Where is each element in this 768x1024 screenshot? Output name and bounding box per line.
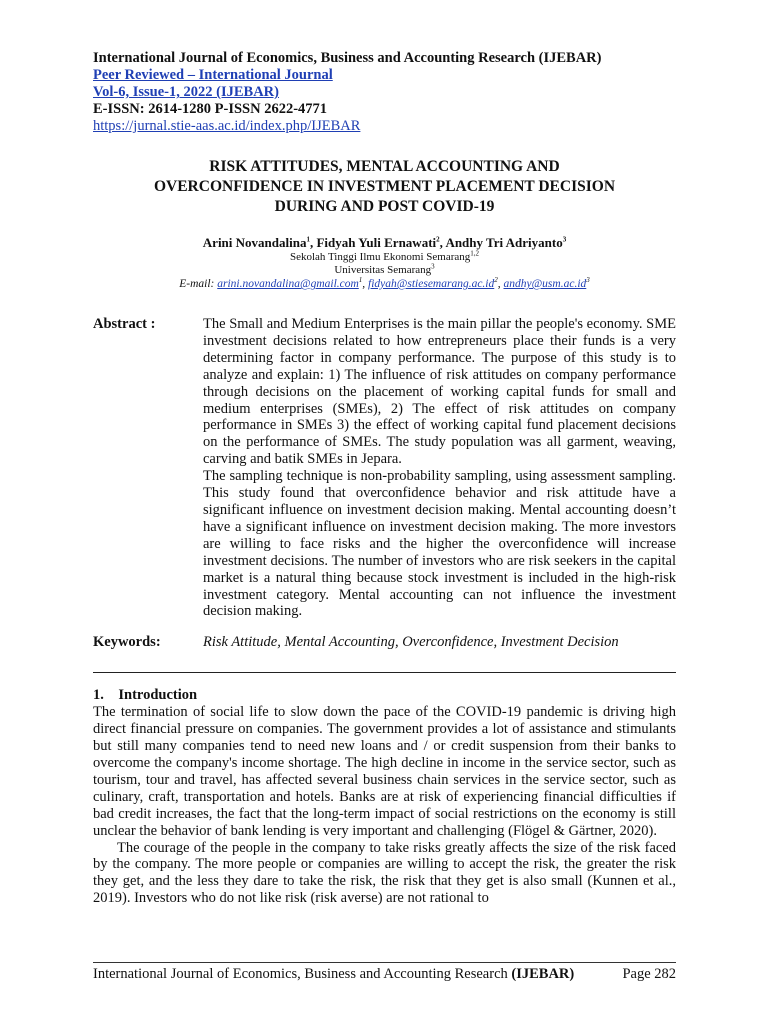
email-3-sup: 3 xyxy=(586,276,590,285)
title-line-1: RISK ATTITUDES, MENTAL ACCOUNTING AND xyxy=(209,158,560,175)
issn-line: E-ISSN: 2614-1280 P-ISSN 2622-4771 xyxy=(93,101,328,117)
abstract-paragraph-2: The sampling technique is non-probability sampling, using assessment sampling. This study found that overconfidence behavior and risk attitude have a significant influence on investment decision making. Mental accounting doesn’t have a significant influence on investment decision making. The more investors are willing to face risks and the higher the overconfidence will increase investment decisions. The number of investors who are risk seekers in the capital market is a natural thing because stock investment is included in the high-risk investment category. Mental accounting can not influence the investment decision making. xyxy=(203,468,676,620)
affiliation-2 xyxy=(93,264,676,277)
email-separator: , xyxy=(497,278,504,290)
footer-journal-name: International Journal of Economics, Business and Accounting Research xyxy=(93,966,512,982)
paper-page xyxy=(93,50,676,907)
title-line-2: OVERCONFIDENCE IN INVESTMENT PLACEMENT DECISION xyxy=(153,178,616,195)
journal-header xyxy=(93,50,676,135)
footer-journal xyxy=(93,966,574,983)
author-separator: , xyxy=(309,235,317,250)
introduction-heading: 1. Introduction xyxy=(93,687,198,704)
journal-url-link[interactable]: https://jurnal.stie-aas.ac.id/index.php/IJEBAR xyxy=(93,118,361,134)
keywords-label: Keywords: xyxy=(93,634,161,651)
abstract-section xyxy=(93,316,676,620)
paper-title xyxy=(93,157,676,217)
author-3: Andhy Tri Adriyanto xyxy=(445,235,563,250)
introduction-paragraph-1: The termination of social life to slow down the pace of the COVID-19 pandemic is driving high direct financial pressure on companies. The government provides a lot of assistance and stimulants but still many companies tend to need new loans and / or credit suspension from their banks to overcome the company's income shortage. The high decline in income in the service sector, such as tourism, tour and travel, has affected several business chain services in the service sector, such as culinary, craft, transportation and hotels. Banks are at risk of experiencing financial difficulties if bad credit increases, the fact that the long-term impact of social restrictions on the economy is still unclear the behavior of bank lending is very important and challenging (Flögel & Gärtner, 2020). xyxy=(93,704,676,839)
page-footer xyxy=(93,962,676,983)
affiliation-2-sup: 3 xyxy=(431,262,435,271)
peer-reviewed-link[interactable]: Peer Reviewed – International Journal xyxy=(93,67,333,83)
email-link-3[interactable]: andhy@usm.ac.id xyxy=(503,278,587,290)
affiliation-1-text: Sekolah Tinggi Ilmu Ekonomi Semarang xyxy=(289,251,471,263)
author-separator: , xyxy=(439,235,446,250)
email-2-sup: 2 xyxy=(494,276,498,285)
email-label: E-mail: xyxy=(179,278,218,290)
author-1: Arini Novandalina xyxy=(202,235,307,250)
keywords-section xyxy=(93,634,676,651)
affiliation-1-sup: 1,2 xyxy=(470,249,480,258)
author-3-affil: 3 xyxy=(562,235,567,244)
section-divider xyxy=(93,672,676,673)
email-1-sup: 1 xyxy=(358,276,363,285)
email-line xyxy=(93,277,676,292)
keywords-text: Risk Attitude, Mental Accounting, Overconfidence, Investment Decision xyxy=(203,634,619,651)
author-1-affil: 1 xyxy=(306,235,310,244)
footer-journal-abbr: (IJEBAR) xyxy=(511,966,575,982)
author-2-affil: 2 xyxy=(436,235,440,244)
author-2: Fidyah Yuli Ernawati xyxy=(316,235,437,250)
introduction-body xyxy=(93,704,676,907)
abstract-body xyxy=(203,316,676,620)
abstract-paragraph-1: The Small and Medium Enterprises is the main pillar the people's economy. SME investment decisions related to how entrepreneurs place their funds is a very determining factor in company performance. The purpose of this study is to analyze and explain: 1) The influence of risk attitudes on company performance through decisions on the placement of working capital funds for small and medium enterprises (SMEs), 2) The effect of risk attitudes on company performance in SMEs 3) the effect of working capital fund placement decisions on the performance of SMEs. The study population was all garment, weaving, carving and batik SMEs in Jepara. xyxy=(203,316,676,468)
introduction-paragraph-2: The courage of the people in the company to take risks greatly affects the size of the risk faced by the company. The more people or companies are willing to accept the risk, the greater the risk they get, and the less they dare to take the risk, the risk that they get is also small (Kunnen et al., 2019). Investors who do not like risk (risk averse) are not rational to xyxy=(93,839,676,907)
journal-name: International Journal of Economics, Business and Accounting Research (IJEBAR) xyxy=(93,50,602,66)
volume-link[interactable]: Vol-6, Issue-1, 2022 (IJEBAR) xyxy=(93,84,279,100)
email-separator: , xyxy=(362,278,369,290)
abstract-label: Abstract : xyxy=(93,316,156,332)
page-number: Page 282 xyxy=(622,966,676,982)
email-link-2[interactable]: fidyah@stiesemarang.ac.id xyxy=(368,278,495,290)
affiliation-2-text: Universitas Semarang xyxy=(334,264,432,276)
affiliation-1 xyxy=(93,251,676,264)
title-line-3: DURING AND POST COVID-19 xyxy=(274,198,495,215)
email-link-1[interactable]: arini.novandalina@gmail.com xyxy=(217,278,359,290)
author-list xyxy=(93,235,676,251)
